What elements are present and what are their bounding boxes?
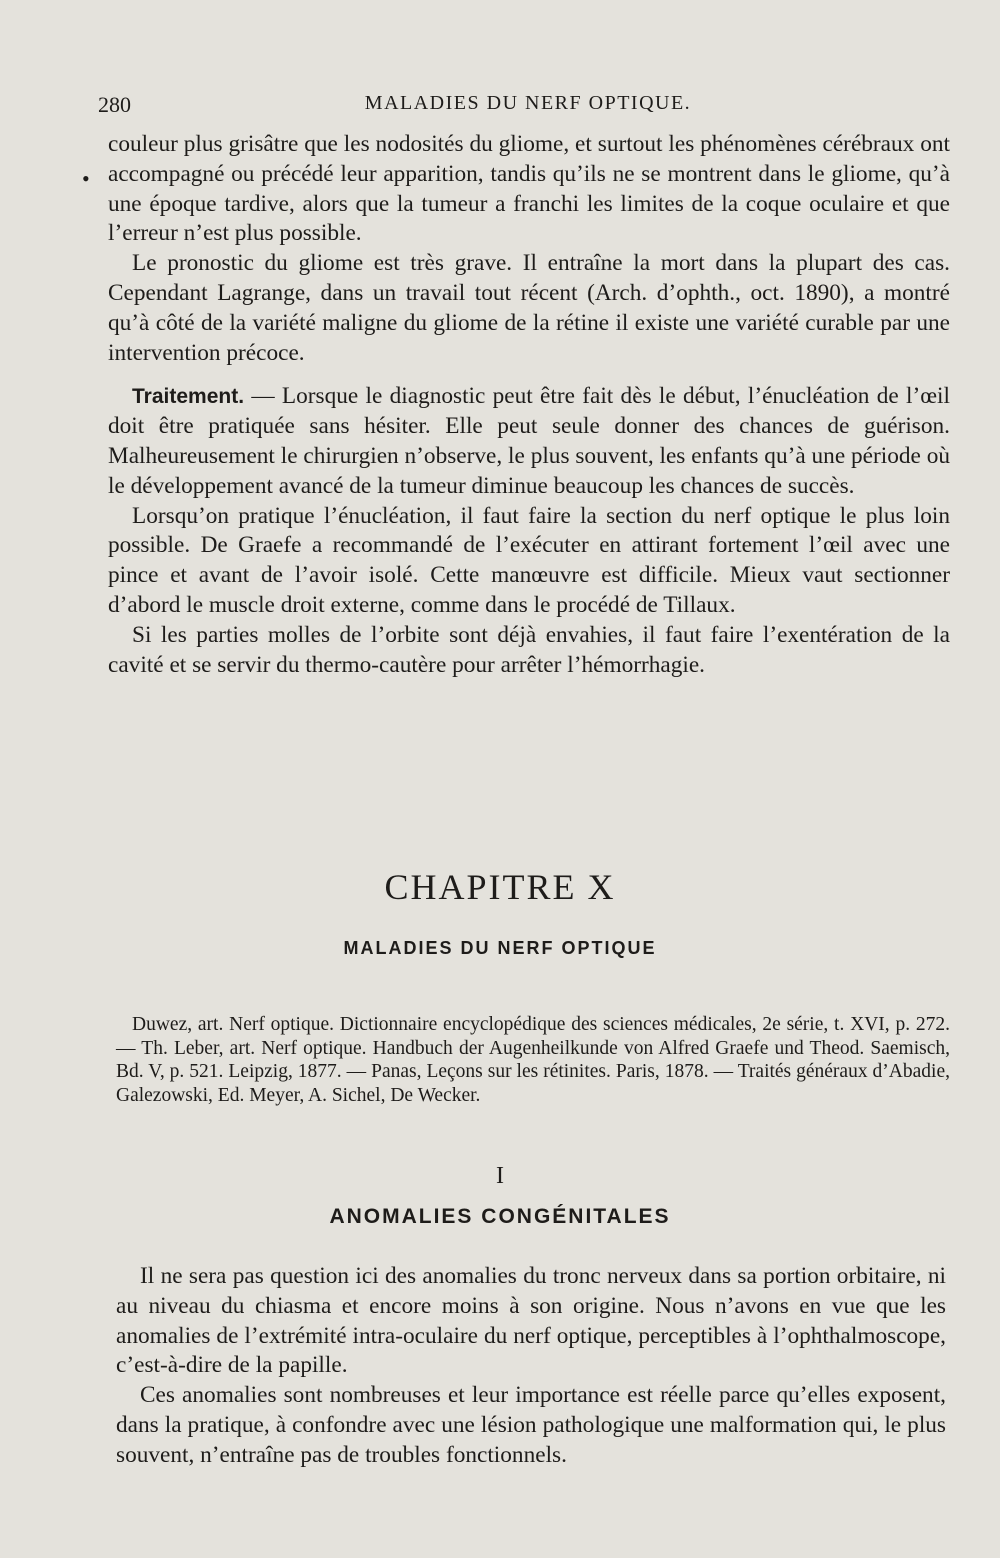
page-header — [98, 92, 958, 126]
paragraph-pronostic: Le pronostic du gliome est très grave. Il entraîne la mort dans la plupart des cas. Cependant Lagrange, dans un travail tout récent (Arch. d’ophth., oct. 1890), a montré qu’à côté de la variété maligne du gliome de la rétine il existe une variété curable par une intervention précoce. — [108, 250, 950, 366]
body-text-top — [108, 130, 950, 680]
paragraph-traitement — [108, 382, 950, 501]
paragraph-exenteration: Si les parties molles de l’orbite sont déjà envahies, il faut faire l’exentération de la cavité et se servir du thermo-cautère pour arrêter l’hémorrhagie. — [108, 621, 950, 678]
paragraph-continuation: couleur plus grisâtre que les nodosités du gliome, et surtout les phénomènes cérébraux ont accompagné ou précédé leur apparition, tandis qu’ils ne se montrent dans le gliome, qu’à une époque tardive, alors que la tumeur a franchi les limites de la coque oculaire et que l’erreur n’est plus possible. — [108, 131, 950, 247]
chapter-subtitle: MALADIES DU NERF OPTIQUE — [343, 938, 657, 958]
chapter-title: CHAPITRE X — [384, 867, 616, 907]
traitement-heading: Traitement. — [132, 385, 245, 409]
bibliography — [116, 1013, 950, 1107]
paragraph-anomalies-importance: Ces anomalies sont nombreuses et leur importance est réelle parce qu’elles exposent, dans la pratique, à confondre avec une lésion pathologique une malformation qui, le plus souvent, n’entraîne pas de troubles fonctionnels. — [116, 1382, 946, 1468]
body-text-bottom — [116, 1262, 946, 1471]
traitement-text: — Lorsque le diagnostic peut être fait dès le début, l’énucléation de l’œil doit être pratiquée sans hésiter. Elle peut seule donner des chances de guérison. Malheureusement le chirurgien n’observe, le plus souvent, les enfants qu’à une période où le développement avancé de la tumeur diminue beaucoup les chances de succès. — [108, 383, 950, 499]
bibliography-text: Duwez, art. Nerf optique. Dictionnaire encyclopédique des sciences médicales, 2e série, t. XVI, p. 272. — Th. Leber, art. Nerf optique. Handbuch der Augenheilkunde von Alfred Graefe und Theod. Saemisch, Bd. V, p. 521. Leipzig, 1877. — Panas, Leçons sur les rétinites. Paris, 1878. — Traités généraux d’Abadie, Galezowski, Ed. Meyer, A. Sichel, De Wecker. — [116, 1014, 950, 1106]
page-number: 280 — [98, 92, 131, 117]
section-number: I — [496, 1163, 504, 1189]
paragraph-anomalies-intro: Il ne sera pas question ici des anomalies du tronc nerveux dans sa portion orbitaire, ni au niveau du chiasma et encore moins à son origine. Nous n’avons en vue que les anomalies de l’extrémité intra-oculaire du nerf optique, perceptibles à l’ophthalmoscope, c’est-à-dire de la papille. — [116, 1263, 946, 1379]
paragraph-enucleation: Lorsqu’on pratique l’énucléation, il faut faire la section du nerf optique le plus loin possible. De Graefe a recommandé de l’exécuter en attirant fortement l’œil avec une pince et avant de l’avoir isolé. Cette manœuvre est difficile. Mieux vaut sectionner d’abord le muscle droit externe, comme dans le procédé de Tillaux. — [108, 502, 950, 618]
margin-dot-icon: • — [82, 166, 90, 191]
section-title: ANOMALIES CONGÉNITALES — [329, 1205, 671, 1228]
running-head: MALADIES DU NERF OPTIQUE. — [364, 92, 692, 114]
